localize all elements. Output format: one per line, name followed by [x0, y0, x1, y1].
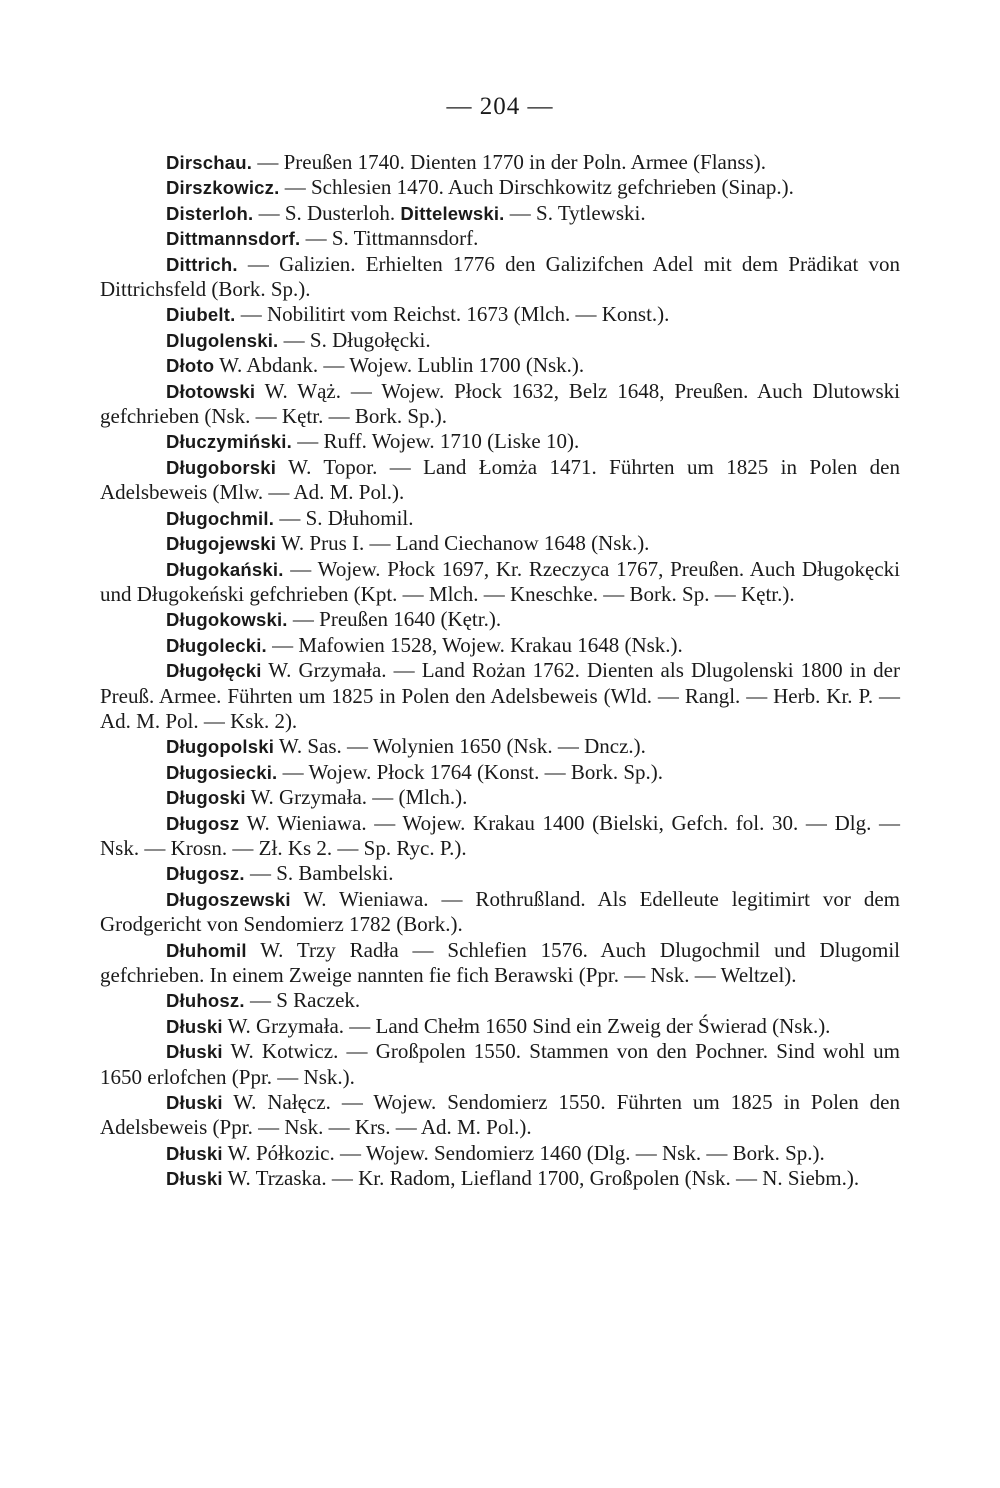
entry-text: — Schlesien 1470. Auch Dirschkowitz gefchrieben (Sinap.).: [279, 175, 794, 200]
entry: [100, 1014, 900, 1039]
entry-headword: Dittmannsdorf.: [166, 228, 301, 250]
entry-text: W. Nałęcz. — Wojew. Sendomierz 1550. Führten um 1825 in Polen den Adelsbeweis (Ppr. — Nsk. — Krs. — Ad. M. Pol.).: [100, 1090, 900, 1140]
entry-headword: Długojewski: [166, 533, 277, 555]
entry-headword: Długosz: [166, 812, 240, 834]
entry-headword: Dłuczymiński.: [166, 431, 292, 453]
entry: [100, 379, 900, 430]
entry-headword: Dittelewski.: [400, 202, 505, 224]
entry: [100, 633, 900, 658]
entry-headword: Długoborski: [166, 456, 277, 478]
entry: [100, 938, 900, 989]
entry-headword: Disterloh.: [166, 202, 254, 224]
entry-text: W. Wieniawa. — Rothrußland. Als Edelleute legitimirt vor dem Grodgericht von Sendomierz 1782 (Bork.).: [100, 886, 900, 937]
entry-headword: Długolecki.: [166, 634, 267, 656]
entry: [100, 201, 900, 226]
entry-text: W. Grzymała. — (Mlch.).: [245, 785, 468, 810]
entry-text: W. Grzymała. — Land Rożan 1762. Dienten als Dlugolenski 1800 in der Preuß. Armee. Führten um 1825 in Polen den Adelsbeweis (Wld. — Rangl. — Herb. Kr. P. — Ad. M. Pol. — Ksk. 2).: [100, 658, 900, 733]
entry: [100, 861, 900, 886]
entry-headword: Długołęcki: [166, 660, 262, 682]
entry: [100, 1141, 900, 1166]
entry: [100, 734, 900, 759]
entry-text: — Ruff. Wojew. 1710 (Liske 10).: [291, 429, 580, 454]
entry-text: — Mafowien 1528, Wojew. Krakau 1648 (Nsk.).: [266, 632, 683, 657]
entry-headword: Długokowski.: [166, 609, 288, 631]
entry-text: — Preußen 1740. Dienten 1770 in der Poln. Armee (Flanss).: [252, 150, 766, 174]
entry-text: — Preußen 1640 (Kętr.).: [287, 607, 502, 632]
entry-headword: Długochmil.: [166, 507, 275, 529]
entry-text: — S. Dusterloh.: [253, 200, 396, 225]
entry-text: W. Abdank. — Wojew. Lublin 1700 (Nsk.).: [214, 353, 585, 378]
entry-headword: Dłuhosz.: [166, 990, 245, 1012]
entry-text: W. Trzy Radła — Schlefien 1576. Auch Dlugochmil und Dlugomil gefchrieben. In einem Zweige nannten fie fich Berawski (Ppr. — Nsk. — Weltzel).: [100, 937, 900, 987]
entry-headword: Diubelt.: [166, 304, 236, 326]
entry-headword: Długoski: [166, 787, 246, 809]
entry: [100, 658, 900, 734]
entry-text: — Galizien. Erhielten 1776 den Galizifchen Adel mit dem Prädikat von Dittrichsfeld (Bork. Sp.).: [100, 251, 900, 302]
entry-text: — S. Tytlewski.: [504, 200, 646, 225]
entry-text: W. Trzaska. — Kr. Radom, Liefland 1700, Großpolen (Nsk. — N. Siebm.).: [222, 1166, 860, 1191]
page-number: — 204 —: [446, 93, 554, 120]
entry-text: W. Wąż. — Wojew. Płock 1632, Belz 1648, Preußen. Auch Dlutowski gefchrieben (Nsk. — Kętr. — Bork. Sp.).: [100, 378, 900, 429]
entry-text: — Wojew. Płock 1697, Kr. Rzeczyca 1767, Preußen. Auch Długokęcki und Długokeński gefchrieben (Kpt. — Mlch. — Kneschke. — Bork. Sp. — Kętr.).: [100, 556, 900, 606]
entry-text: — S. Tittmannsdorf.: [300, 226, 479, 251]
entry-headword: Dłuski: [166, 1142, 223, 1164]
entry: [100, 353, 900, 378]
entry: [100, 429, 900, 454]
entry-headword: Długokański.: [166, 558, 284, 580]
entry-headword: Dłoto: [166, 355, 215, 377]
entry: [100, 302, 900, 327]
entry-headword: Długopolski: [166, 736, 275, 758]
entry: [100, 760, 900, 785]
entry: [100, 988, 900, 1013]
entry-text: — S. Dłuhomil.: [274, 505, 414, 530]
entry-text: W. Topor. — Land Łomża 1471. Führten um 1825 in Polen den Adelsbeweis (Mlw. — Ad. M. Pol.).: [100, 454, 900, 505]
entry-headword: Dłuski: [166, 1041, 223, 1063]
entry-list: [100, 150, 900, 1192]
entry-headword: Dłuhomil: [166, 939, 247, 961]
entry: [100, 785, 900, 810]
entry-text: W. Półkozic. — Wojew. Sendomierz 1460 (Dlg. — Nsk. — Bork. Sp.).: [222, 1140, 825, 1165]
entry: [100, 557, 900, 608]
entry: [100, 175, 900, 200]
entry-headword: Dirschau.: [166, 152, 253, 173]
entry-headword: Dłuski: [166, 1092, 223, 1114]
entry-headword: Dłuski: [166, 1168, 223, 1190]
entry-text: W. Sas. — Wolynien 1650 (Nsk. — Dncz.).: [274, 734, 646, 759]
entry: [100, 150, 900, 175]
entry: [100, 1090, 900, 1141]
entry: [100, 607, 900, 632]
entry: [100, 506, 900, 531]
entry: [100, 226, 900, 251]
entry-text: W. Grzymała. — Land Chełm 1650 Sind ein Zweig der Świerad (Nsk.).: [222, 1013, 831, 1038]
entry-headword: Dłuski: [166, 1015, 223, 1037]
entry: [100, 1039, 900, 1090]
entry-text: W. Kotwicz. — Großpolen 1550. Stammen von den Pochner. Sind wohl um 1650 erlofchen (Ppr. — Nsk.).: [100, 1039, 900, 1089]
entry: [100, 455, 900, 506]
entry-text: — Nobilitirt vom Reichst. 1673 (Mlch. — Konst.).: [235, 302, 670, 327]
entry: [100, 1166, 900, 1191]
entry-headword: Długoszewski: [166, 888, 291, 910]
entry-headword: Dłotowski: [166, 380, 256, 402]
entry-headword: Długosiecki.: [166, 761, 278, 783]
entry: [100, 252, 900, 303]
entry: [100, 887, 900, 938]
entry-text: — Wojew. Płock 1764 (Konst. — Bork. Sp.).: [277, 759, 664, 784]
entry: [100, 328, 900, 353]
entry-text: W. Prus I. — Land Ciechanow 1648 (Nsk.).: [276, 531, 650, 556]
entry: [100, 811, 900, 862]
entry-headword: Długosz.: [166, 863, 245, 885]
entry-text: — S. Długołęcki.: [278, 327, 431, 352]
entry-text: — S Raczek.: [244, 988, 361, 1013]
entry: [100, 531, 900, 556]
entry-headword: Dlugolenski.: [166, 329, 279, 351]
entry-headword: Dirszkowicz.: [166, 177, 280, 199]
entry-text: — S. Bambelski.: [244, 861, 394, 886]
entry-text: W. Wieniawa. — Wojew. Krakau 1400 (Bielski, Gefch. fol. 30. — Dlg. — Nsk. — Krosn. — Zł. Ks 2. — Sp. Ryc. P.).: [100, 810, 900, 860]
entry-headword: Dittrich.: [166, 253, 238, 275]
